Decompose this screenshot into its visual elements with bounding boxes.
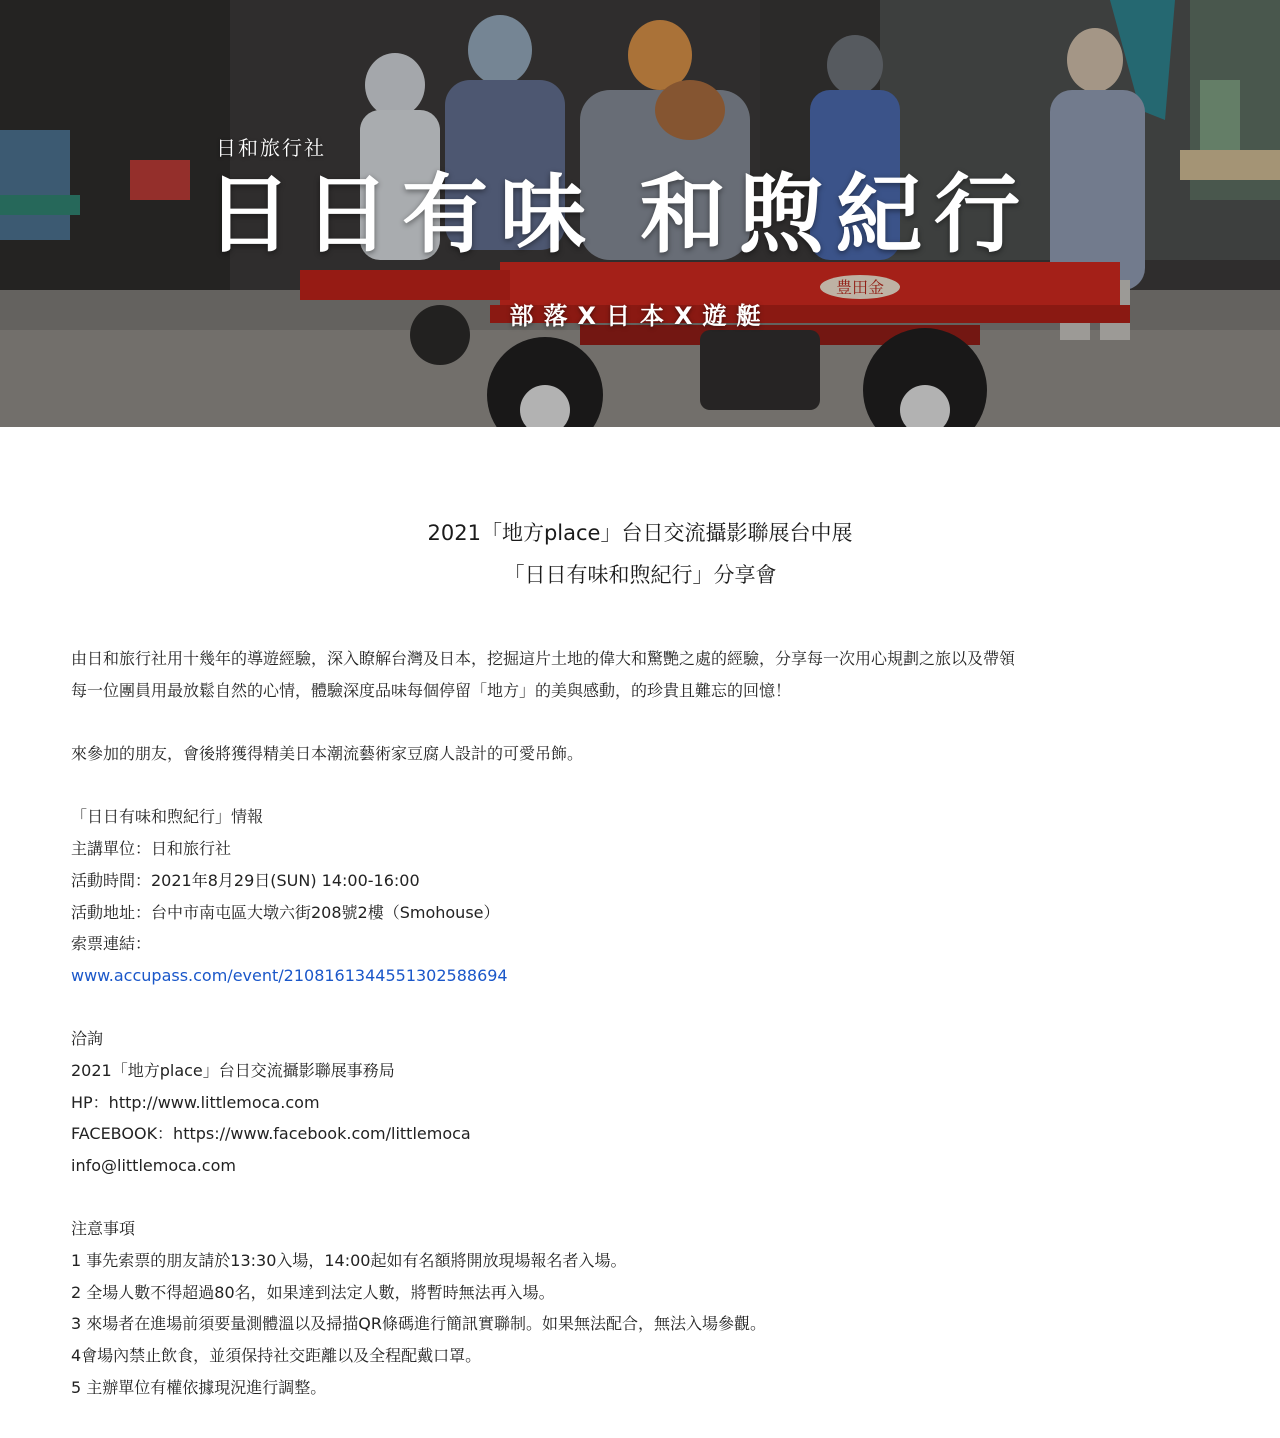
note-item: 1 事先索票的朋友請於13:30入場，14:00起如有名額將開放現場報名者入場。	[71, 1251, 627, 1271]
cart-sign: 豊田金	[835, 278, 885, 297]
spacer	[71, 706, 1211, 738]
intro-line-1: 由日和旅行社用十幾年的導遊經驗，深入瞭解台灣及日本，挖掘這片土地的偉大和驚艷之處的經驗，分享每一次用心規劃之旅以及帶領	[71, 649, 1016, 668]
spacer	[71, 992, 1211, 1024]
ticket-link[interactable]: www.accupass.com/event/2108161344551302588694	[71, 965, 508, 985]
contact-email: info@littlemoca.com	[71, 1156, 236, 1175]
notes-heading: 注意事項	[71, 1219, 136, 1239]
hero-subtitle: 部落X日本X遊艇	[509, 302, 771, 330]
event-headline	[0, 512, 1280, 596]
spacer	[71, 1182, 1211, 1214]
contact-hp: HP：http://www.littlemoca.com	[71, 1092, 320, 1112]
ticket-link-row	[71, 960, 1211, 992]
event-description	[71, 643, 1211, 1404]
contact-facebook: FACEBOOK：https://www.facebook.com/littlemoca	[71, 1124, 471, 1144]
hero-banner	[0, 0, 1280, 427]
note-item: 5 主辦單位有權依據現況進行調整。	[71, 1377, 327, 1397]
headline-line-1: 2021「地方place」台日交流攝影聯展台中展	[427, 521, 853, 545]
info-ticket-label: 索票連結：	[71, 934, 152, 954]
info-host: 主講單位：日和旅行社	[71, 839, 232, 859]
info-address: 活動地址：台中市南屯區大墩六街208號2樓（Smohouse）	[71, 902, 500, 922]
note-item: 3 來場者在進場前須要量測體溫以及掃描QR條碼進行簡訊實聯制。如果無法配合，無法入場參觀。	[71, 1314, 766, 1334]
contact-office: 2021「地方place」台日交流攝影聯展事務局	[71, 1060, 395, 1080]
info-time: 活動時間：2021年8月29日(SUN) 14:00-16:00	[71, 870, 420, 890]
hero-org-name: 日和旅行社	[216, 136, 326, 160]
intro-line-2: 每一位團員用最放鬆自然的心情，體驗深度品味每個停留「地方」的美與感動，的珍貴且難忘的回憶！	[71, 680, 792, 700]
gift-note: 來參加的朋友，會後將獲得精美日本潮流藝術家豆腐人設計的可愛吊飾。	[71, 744, 584, 764]
hero-title: 日日有味 和煦紀行	[206, 165, 1032, 265]
spacer	[71, 770, 1211, 802]
contact-heading: 洽詢	[71, 1029, 104, 1049]
note-item: 2 全場人數不得超過80名，如果達到法定人數，將暫時無法再入場。	[71, 1282, 555, 1302]
headline-line-2: 「日日有味和煦紀行」分享會	[503, 563, 777, 587]
info-heading: 「日日有味和煦紀行」情報	[71, 807, 264, 827]
note-item: 4會場內禁止飲食，並須保持社交距離以及全程配戴口罩。	[71, 1346, 482, 1366]
